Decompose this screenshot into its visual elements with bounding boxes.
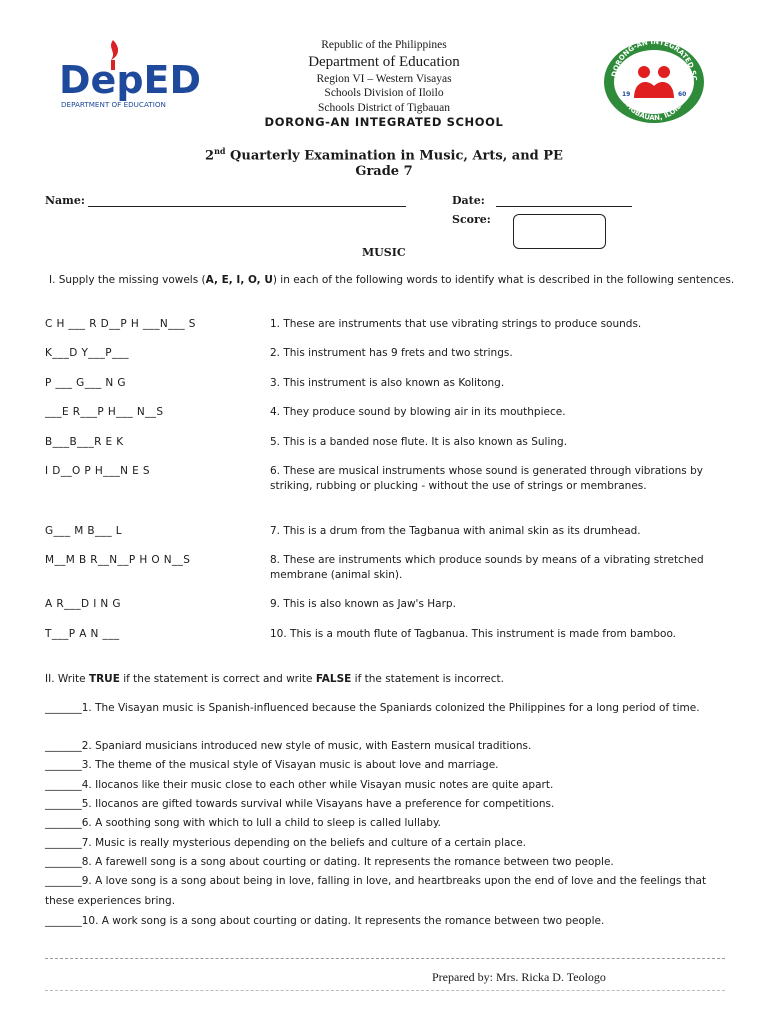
deped-logo-caption: DEPARTMENT OF EDUCATION bbox=[61, 100, 166, 109]
name-label: Name: bbox=[45, 194, 85, 207]
clue-text: 4. They produce sound by blowing air in its mouthpiece. bbox=[270, 406, 566, 418]
true-false-item: _______6. A soothing song with which to lull a child to sleep is called lullaby. bbox=[45, 817, 442, 829]
scrambled-word: T___P A N ___ bbox=[45, 628, 120, 640]
part1-instr-post: ) in each of the following words to identify what is described in the following sentences. bbox=[272, 274, 735, 286]
clue-text: 8. These are instruments which produce sounds by means of a vibrating stretched membrane (animal skin). bbox=[270, 554, 704, 581]
true-false-item: _______4. Ilocanos like their music close to each other while Visayan music notes are quite apart. bbox=[45, 779, 554, 791]
score-box[interactable] bbox=[513, 214, 606, 249]
seal-year-left: 19 bbox=[622, 91, 631, 98]
scrambled-word: P ___ G___ N G bbox=[45, 377, 126, 389]
part2-instr-false: FALSE bbox=[315, 673, 352, 685]
scrambled-word: K___D Y___P___ bbox=[45, 347, 129, 359]
true-false-item: _______1. The Visayan music is Spanish-influenced because the Spaniards colonized the Philippines for a long period of time. bbox=[45, 702, 700, 714]
part1-instructions bbox=[45, 273, 735, 288]
part2-instr-true: TRUE bbox=[88, 673, 120, 685]
quarter-number: 2 bbox=[205, 148, 215, 164]
division-line: Schools Division of Iloilo bbox=[324, 87, 444, 99]
part2-instructions bbox=[45, 672, 735, 687]
prepared-by: Prepared by: Mrs. Ricka D. Teologo bbox=[432, 970, 606, 984]
quarter-suffix: nd bbox=[214, 146, 226, 156]
section-music: MUSIC bbox=[362, 246, 406, 259]
clue-text: 9. This is also known as Jaw's Harp. bbox=[270, 598, 456, 610]
school-name: DORONG-AN INTEGRATED SCHOOL bbox=[264, 115, 504, 129]
part2-instr-pre: II. Write bbox=[45, 673, 89, 685]
clue-text: 7. This is a drum from the Tagbanua with animal skin as its drumhead. bbox=[270, 525, 641, 537]
scrambled-word: B___B___R E K bbox=[45, 436, 124, 448]
score-label: Score: bbox=[452, 213, 491, 226]
clue-text: 5. This is a banded nose flute. It is also known as Suling. bbox=[270, 436, 568, 448]
clue-text: 2. This instrument has 9 frets and two strings. bbox=[270, 347, 513, 359]
department-line: Department of Education bbox=[308, 53, 460, 70]
exam-title bbox=[0, 143, 768, 180]
scrambled-word: G___ M B___ L bbox=[45, 525, 122, 537]
scrambled-word: I D__O P H___N E S bbox=[45, 465, 150, 477]
name-blank[interactable] bbox=[88, 206, 406, 207]
region-line: Region VI – Western Visayas bbox=[316, 72, 452, 85]
deped-logo-word: DepED bbox=[59, 58, 202, 102]
exam-title-text: Quarterly Examination in Music, Arts, and PE bbox=[225, 148, 563, 164]
part2-instr-mid: if the statement is correct and write bbox=[119, 673, 316, 685]
scrambled-word: M__M B R__N__P H O N__S bbox=[45, 554, 191, 566]
true-false-item: _______3. The theme of the musical style of Visayan music is about love and marriage. bbox=[45, 759, 499, 771]
seal-bottom-text: TIGBAUAN, ILOILO bbox=[623, 98, 686, 123]
true-false-item: _______10. A work song is a song about courting or dating. It represents the romance between two people. bbox=[45, 915, 605, 927]
scrambled-word: ___E R___P H___ N__S bbox=[45, 406, 164, 418]
footer-bottom-divider bbox=[45, 990, 725, 991]
clue-text: 10. This is a mouth flute of Tagbanua. This instrument is made from bamboo. bbox=[270, 628, 677, 640]
true-false-item: _______8. A farewell song is a song about courting or dating. It represents the romance between two people. bbox=[45, 856, 614, 868]
date-blank[interactable] bbox=[496, 206, 632, 207]
letterhead bbox=[200, 38, 568, 130]
school-seal bbox=[602, 40, 706, 124]
true-false-item: _______9. A love song is a song about being in love, falling in love, and heartbreaks upon the end of love and the feelings that these experiences bring. bbox=[45, 875, 707, 907]
clue-text: 3. This instrument is also known as Kolitong. bbox=[270, 377, 505, 389]
footer-divider bbox=[45, 958, 725, 959]
seal-year-right: 60 bbox=[678, 91, 687, 98]
grade-level: Grade 7 bbox=[355, 164, 413, 180]
deped-logo bbox=[57, 38, 202, 110]
true-false-item: _______7. Music is really mysterious depending on the beliefs and culture of a certain place. bbox=[45, 837, 526, 849]
scrambled-word: C H ___ R D__P H ___N___ S bbox=[45, 318, 196, 330]
true-false-item: _______2. Spaniard musicians introduced new style of music, with Eastern musical traditions. bbox=[45, 740, 532, 752]
seal-top-text: DORONG-AN INTEGRATED SC bbox=[610, 40, 699, 82]
part2-instr-post: if the statement is incorrect. bbox=[351, 673, 504, 685]
part1-instr-vowels: A, E, I, O, U bbox=[205, 274, 273, 286]
date-label: Date: bbox=[452, 194, 485, 207]
true-false-item: _______5. Ilocanos are gifted towards survival while Visayans have a preference for competitions. bbox=[45, 798, 555, 810]
clue-text: 1. These are instruments that use vibrating strings to produce sounds. bbox=[270, 318, 642, 330]
republic-line: Republic of the Philippines bbox=[321, 39, 447, 51]
scrambled-word: A R___D I N G bbox=[45, 598, 121, 610]
district-line: Schools District of Tigbauan bbox=[318, 101, 450, 114]
clue-text: 6. These are musical instruments whose sound is generated through vibrations by striking, rubbing or plucking - without the use of strings or membranes. bbox=[270, 465, 703, 492]
part1-instr-pre: I. Supply the missing vowels ( bbox=[49, 274, 206, 286]
